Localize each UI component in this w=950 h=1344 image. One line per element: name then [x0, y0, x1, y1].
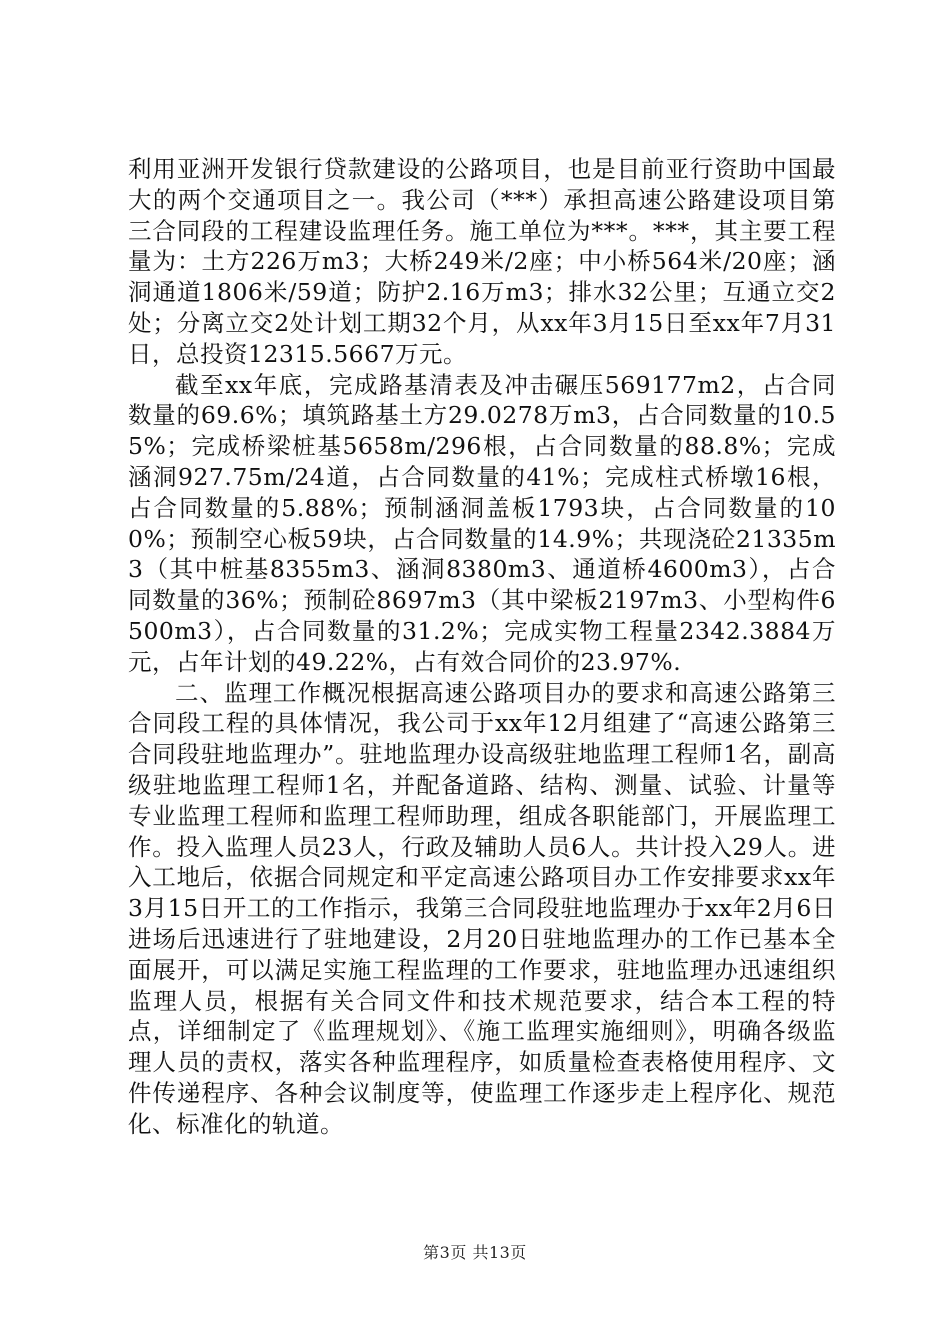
paragraph-project-overview: 利用亚洲开发银行贷款建设的公路项目，也是目前亚行资助中国最大的两个交通项目之一。我公司（***）承担高速公路建设项目第三合同段的工程建设监理任务。施工单位为***。***，其主要工程量为：土方226万m3；大桥249米/2座；中小桥564米/20座；涵洞通道1806米/59道；防护2.16万m3；排水32公里；互通立交2处；分离立交2处计划工期32个月，从xx年3月15日至xx年7月31日，总投资12315.5667万元。: [128, 155, 836, 368]
paragraph-progress-summary: 截至xx年底，完成路基清表及冲击碾压569177m2，占合同数量的69.6%；填筑路基土方29.0278万m3，占合同数量的10.55%；完成桥梁桩基5658m/296根，占合同数量的88.8%；完成涵洞927.75m/24道，占合同数量的41%；完成柱式桥墩16根，占合同数量的5.88%；预制涵洞盖板1793块，占合同数量的100%；预制空心板59块，占合同数量的14.9%；共现浇砼21335m3（其中桩基8355m3、涵洞8380m3、通道桥4600m3），占合同数量的36%；预制砼8697m3（其中梁板2197m3、小型构件6500m3），占合同数量的31.2%；完成实物工程量2342.3884万元，占年计划的49.22%，占有效合同价的23.97%.: [128, 370, 836, 676]
page-number-footer: 第3页 共13页: [423, 1243, 527, 1262]
document-body: [128, 154, 836, 1140]
paragraph-supervision-overview: 二、监理工作概况根据高速公路项目办的要求和高速公路第三合同段工程的具体情况，我公司于xx年12月组建了“高速公路第三合同段驻地监理办”。驻地监理办设高级驻地监理工程师1名，副高级驻地监理工程师1名，并配备道路、结构、测量、试验、计量等专业监理工程师和监理工程师助理，组成各职能部门，开展监理工作。投入监理人员23人，行政及辅助人员6人。共计投入29人。进入工地后，依据合同规定和平定高速公路项目办工作安排要求xx年3月15日开工的工作指示，我第三合同段驻地监理办于xx年2月6日进场后迅速进行了驻地建设，2月20日驻地监理办的工作已基本全面展开，可以满足实施工程监理的工作要求，驻地监理办迅速组织监理人员，根据有关合同文件和技术规范要求，结合本工程的特点，详细制定了《监理规划》、《施工监理实施细则》，明确各级监理人员的责权，落实各种监理程序，如质量检查表格使用程序、文件传递程序、各种会议制度等，使监理工作逐步走上程序化、规范化、标准化的轨道。: [128, 678, 836, 1138]
